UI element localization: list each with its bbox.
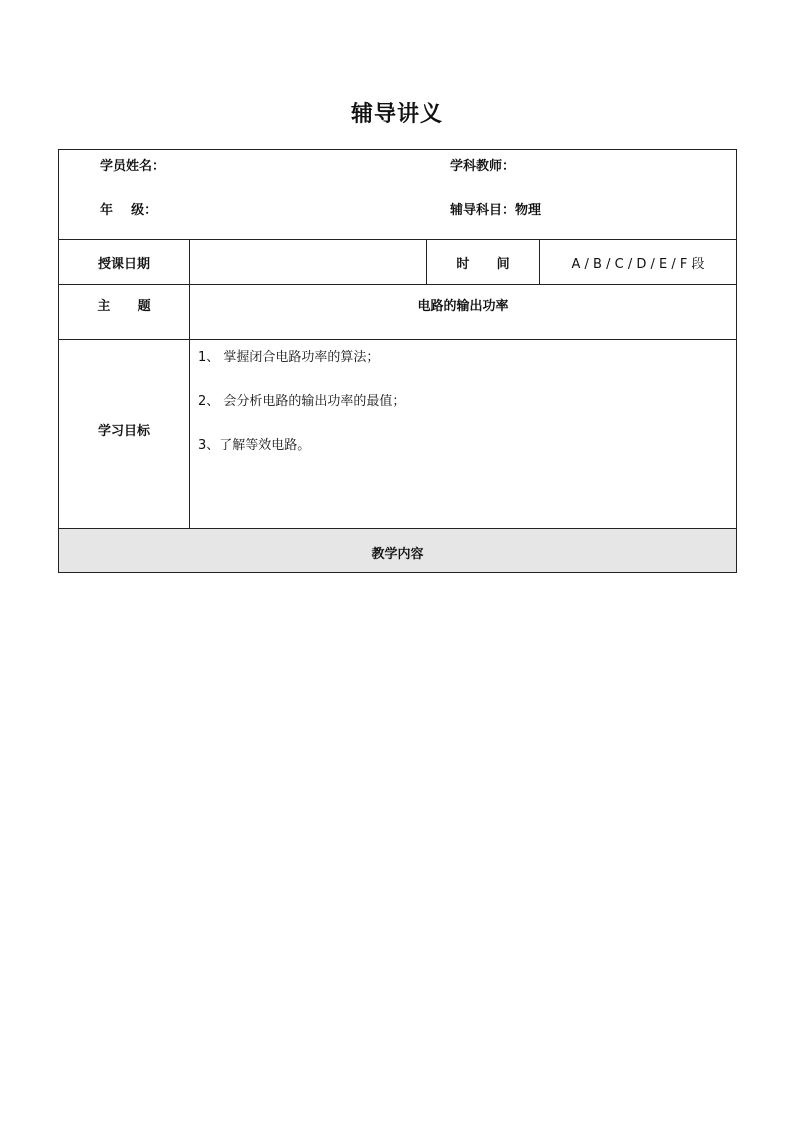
goals-row [59,340,737,529]
topic-value: 电路的输出功率 [190,285,737,340]
time-label: 时 间 [427,240,540,285]
content-section-label: 教学内容 [371,547,424,562]
goal-item-2: 2、 会分析电路的输出功率的最值； [198,394,406,409]
goal-item-1: 1、 掌握闭合电路功率的算法； [198,350,380,365]
content-section-cell [59,529,737,573]
goals-label: 学习目标 [59,340,190,529]
subject-label: 辅导科目：物理 [450,203,542,218]
schedule-row [59,240,737,285]
grade-label: 年 级： [100,203,158,218]
content-section-row [59,529,737,573]
topic-row [59,285,737,340]
document-title: 辅导讲义 [350,102,443,127]
goal-item-3: 3、了解等效电路。 [198,438,311,453]
student-name-label: 学员姓名： [100,159,166,174]
goals-list [190,340,737,529]
topic-label: 主 题 [59,285,190,340]
student-info-row [59,150,737,240]
lesson-info-table [58,149,737,573]
student-info-cell [59,150,737,240]
date-label: 授课日期 [59,240,190,285]
date-value [190,240,427,285]
teacher-label: 学科教师： [450,159,516,174]
time-value: A / B / C / D / E / F 段 [540,240,737,285]
